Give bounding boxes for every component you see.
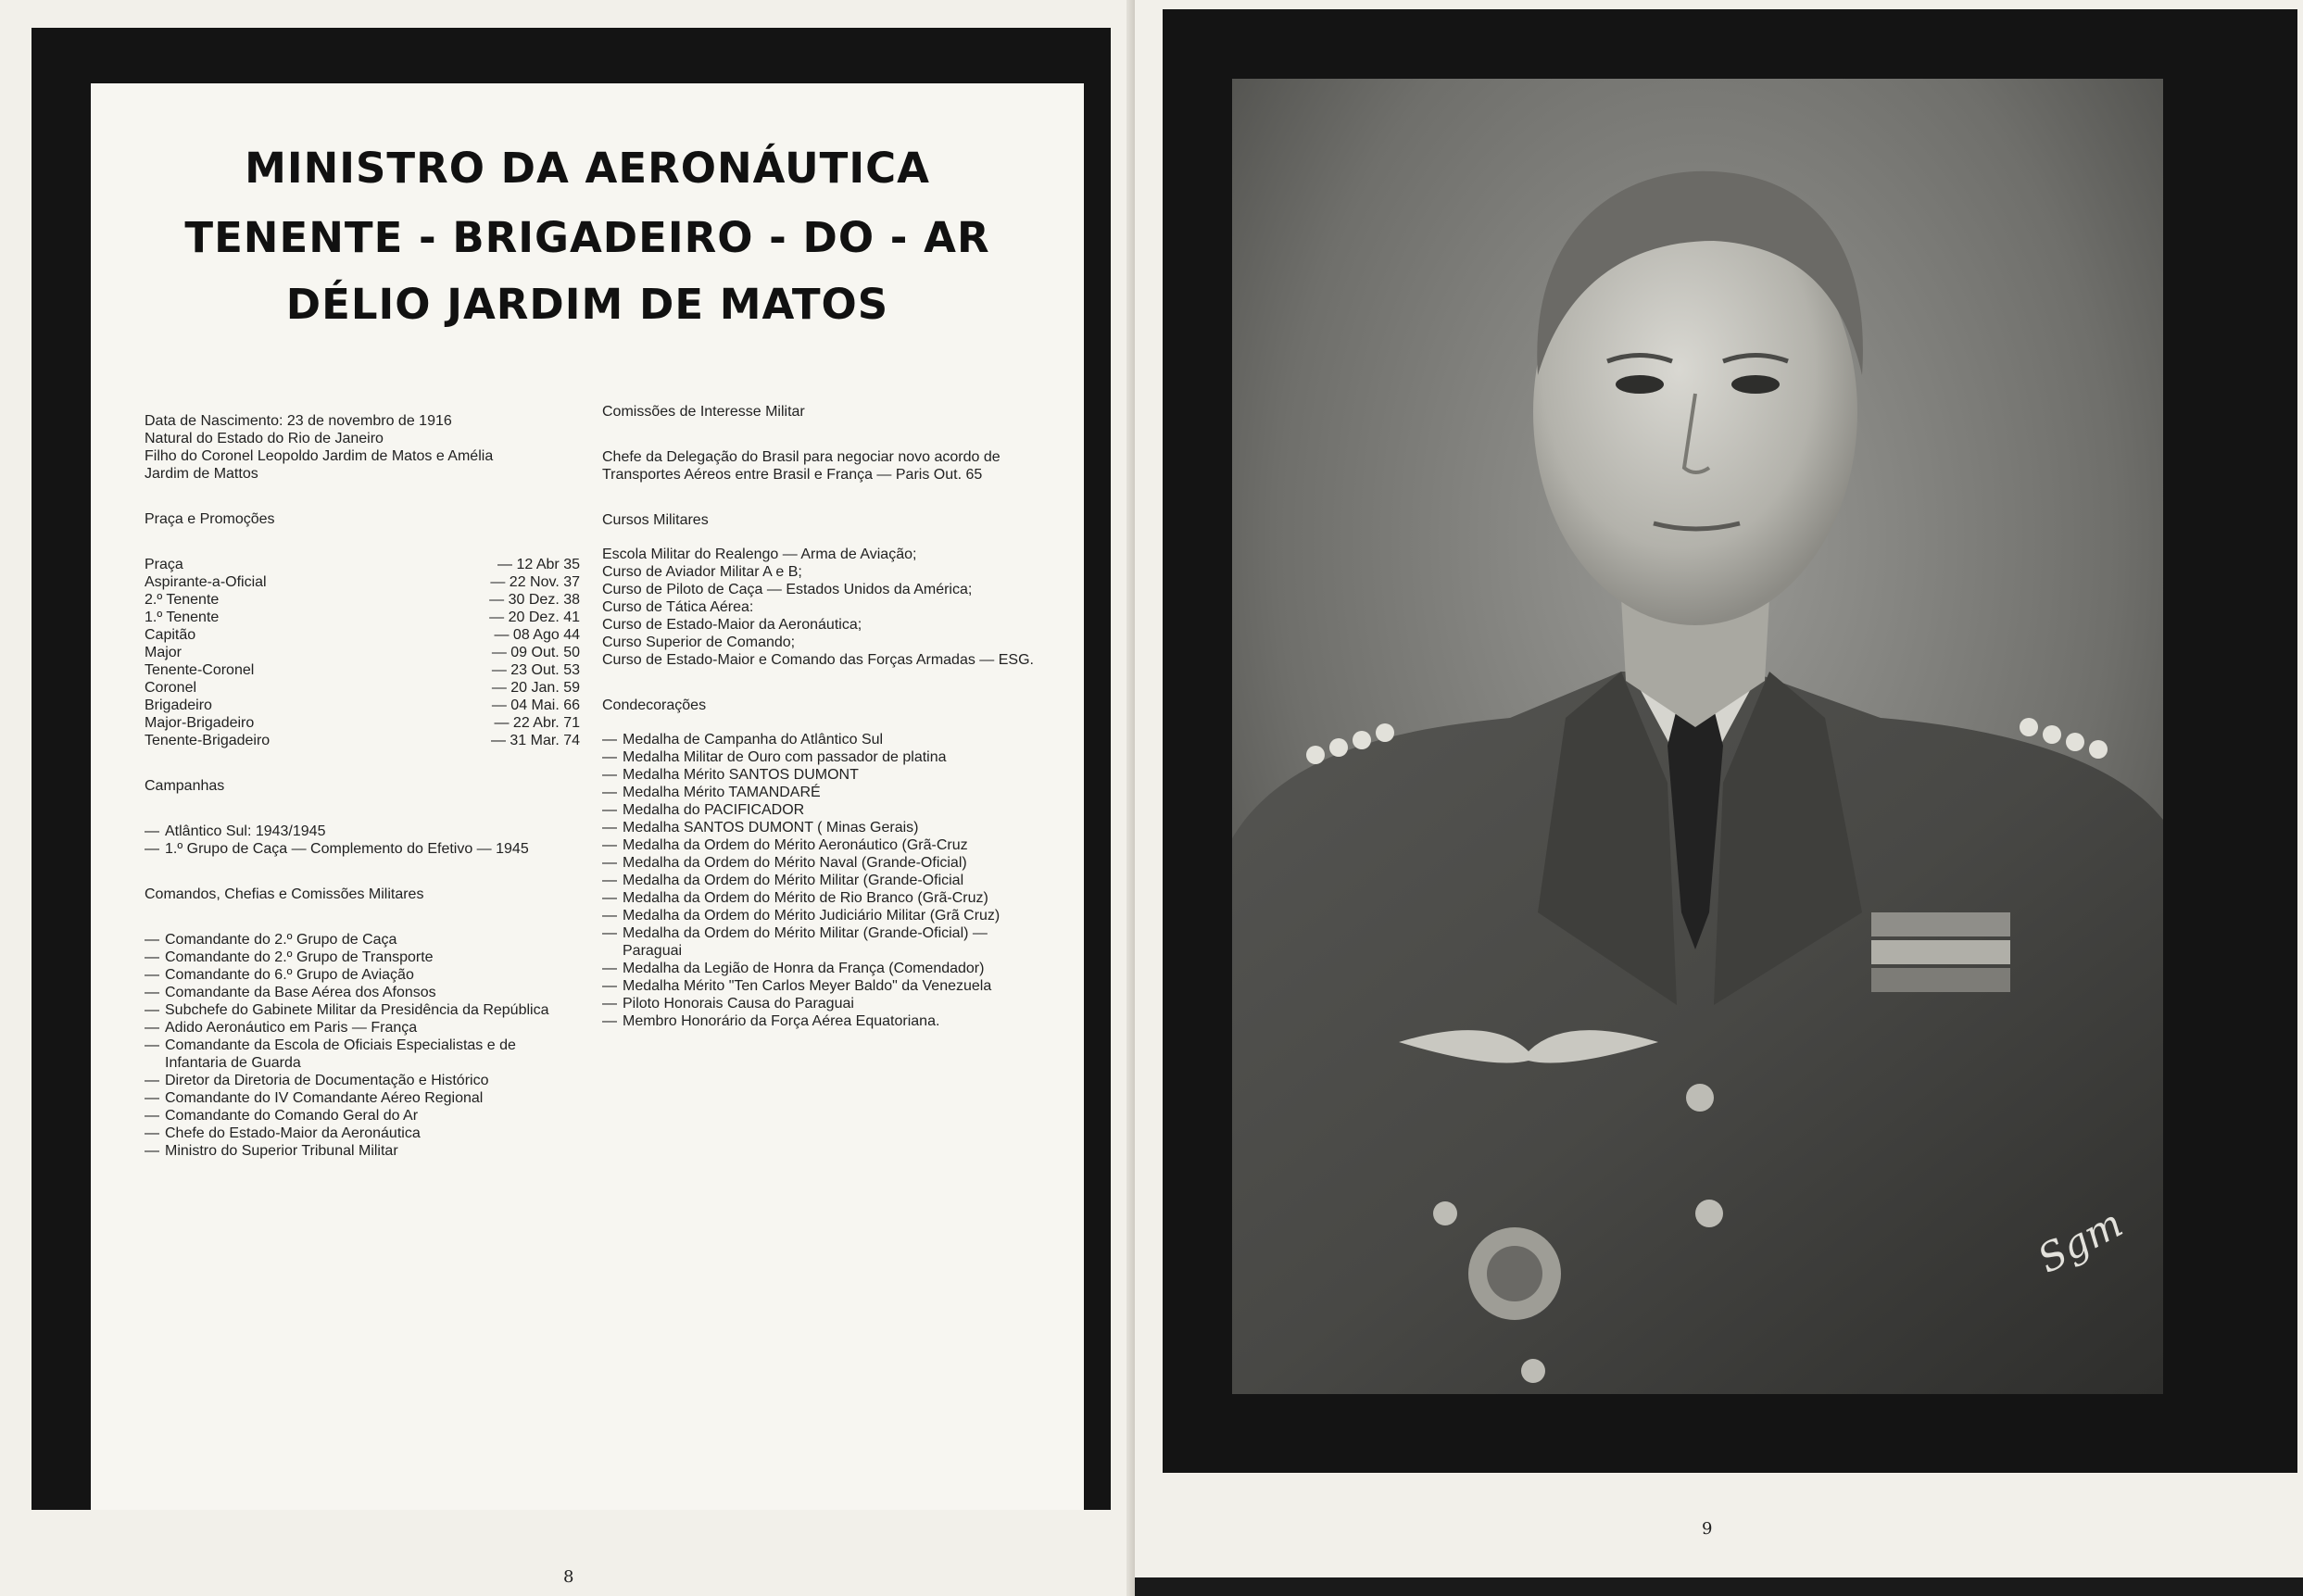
commissions-title: Comissões de Interesse Militar (602, 404, 805, 420)
bio-line: Data de Nascimento: 23 de novembro de 1916 (145, 413, 452, 429)
promotions-list (145, 556, 580, 749)
decoration-item: — Medalha Mérito TAMANDARÉ (602, 784, 1047, 801)
promotions-title: Praça e Promoções (145, 511, 275, 527)
command-item: — Adido Aeronáutico em Paris — França (145, 1019, 580, 1037)
course-item: Curso de Estado-Maior da Aeronáutica; (602, 617, 862, 633)
promotion-rank: 2.º Tenente (145, 592, 220, 608)
decoration-item: — Medalha da Ordem do Mérito Judiciário Militar (Grã Cruz) (602, 907, 1047, 924)
courses-list (602, 546, 1047, 669)
portrait-illustration (1232, 79, 2163, 1394)
courses-title: Cursos Militares (602, 512, 709, 528)
promotion-row (145, 609, 580, 626)
right-page (1135, 0, 2303, 1596)
decoration-item: — Medalha do PACIFICADOR (602, 801, 1047, 819)
campaigns-list (145, 823, 580, 858)
right-column (602, 403, 1047, 1030)
course-item: Curso de Tática Aérea: (602, 599, 754, 615)
promotion-date: — 08 Ago 44 (494, 627, 580, 643)
heading-name: DÉLIO JARDIM DE MATOS (285, 280, 889, 329)
black-border-frame (31, 28, 1111, 1510)
promotion-date: — 23 Out. 53 (491, 662, 580, 678)
promotion-date: — 20 Dez. 41 (489, 609, 580, 625)
promotion-date: — 20 Jan. 59 (491, 680, 580, 696)
decoration-item: — Membro Honorário da Força Aérea Equatoriana. (602, 1012, 1047, 1030)
promotion-row (145, 556, 580, 573)
page-number-left: 8 (563, 1567, 574, 1587)
command-item: — Comandante do 2.º Grupo de Caça (145, 931, 580, 949)
heading-title: MINISTRO DA AERONÁUTICA (245, 144, 930, 193)
decorations-list (602, 731, 1047, 1030)
promotion-rank: Tenente-Coronel (145, 662, 255, 678)
course-item: Curso de Piloto de Caça — Estados Unidos da América; (602, 582, 973, 597)
campaign-item: — Atlântico Sul: 1943/1945 (145, 823, 580, 840)
command-item: — Comandante do 2.º Grupo de Transporte (145, 949, 580, 966)
commands-title: Comandos, Chefias e Comissões Militares (145, 886, 424, 902)
decoration-item: — Medalha Militar de Ouro com passador de platina (602, 748, 1047, 766)
promotion-rank: Major (145, 645, 182, 660)
command-item: — Subchefe do Gabinete Militar da Presidência da República (145, 1001, 580, 1019)
course-item: Curso Superior de Comando; (602, 635, 796, 650)
promotion-rank: Coronel (145, 680, 197, 696)
course-item: Curso de Aviador Militar A e B; (602, 564, 802, 580)
bio-line: Natural do Estado do Rio de Janeiro (145, 431, 384, 446)
command-item: — Ministro do Superior Tribunal Militar (145, 1142, 580, 1160)
promotion-row (145, 644, 580, 661)
command-item: — Comandante da Escola de Oficiais Especialistas e de Infantaria de Guarda (145, 1037, 580, 1072)
commands-list (145, 931, 580, 1160)
bio-line: Filho do Coronel Leopoldo Jardim de Matos e Amélia (145, 448, 494, 464)
portrait-photo (1232, 79, 2163, 1394)
promotion-row (145, 591, 580, 609)
campaigns-title: Campanhas (145, 778, 225, 794)
promotion-date: — 09 Out. 50 (491, 645, 580, 660)
promotion-rank: 1.º Tenente (145, 609, 220, 625)
promotion-date: — 30 Dez. 38 (489, 592, 580, 608)
command-item: — Diretor da Diretoria de Documentação e Histórico (145, 1072, 580, 1089)
promotion-rank: Major-Brigadeiro (145, 715, 255, 731)
decoration-item: — Medalha Mérito "Ten Carlos Meyer Baldo" da Venezuela (602, 977, 1047, 995)
decoration-item: — Medalha da Ordem do Mérito Militar (Grande-Oficial (602, 872, 1047, 889)
bottom-dark-strip (1135, 1577, 2303, 1596)
decoration-item: — Medalha Mérito SANTOS DUMONT (602, 766, 1047, 784)
command-item: — Comandante do IV Comandante Aéreo Regional (145, 1089, 580, 1107)
decoration-item: — Medalha da Ordem do Mérito Militar (Grande-Oficial) — Paraguai (602, 924, 1047, 960)
promotion-rank: Capitão (145, 627, 196, 643)
heading-rank: TENENTE - BRIGADEIRO - DO - AR (184, 213, 990, 262)
promotion-date: — 22 Abr. 71 (494, 715, 580, 731)
campaign-item: — 1.º Grupo de Caça — Complemento do Efetivo — 1945 (145, 840, 580, 858)
promotion-row (145, 626, 580, 644)
promotion-row (145, 573, 580, 591)
command-item: — Comandante do Comando Geral do Ar (145, 1107, 580, 1125)
promotion-row (145, 661, 580, 679)
left-page (0, 0, 1135, 1596)
signature: Sgm (2030, 1200, 2131, 1282)
promotion-rank: Tenente-Brigadeiro (145, 733, 271, 748)
bio-block (145, 412, 580, 483)
page-number-right: 9 (1702, 1519, 1713, 1539)
bio-line: Jardim de Mattos (145, 466, 258, 482)
promotion-date: — 04 Mai. 66 (491, 697, 580, 713)
commissions-text: Chefe da Delegação do Brasil para negociar novo acordo de Transportes Aéreos entre Brasil e França — Paris Out. 65 (602, 449, 1000, 483)
promotion-rank: Aspirante-a-Oficial (145, 574, 267, 590)
decoration-item: — Medalha da Ordem do Mérito Aeronáutico (Grã-Cruz (602, 836, 1047, 854)
course-item: Curso de Estado-Maior e Comando das Forças Armadas — ESG. (602, 652, 1034, 668)
decorations-title: Condecorações (602, 697, 707, 713)
left-column (145, 412, 580, 1160)
course-item: Escola Militar do Realengo — Arma de Aviação; (602, 547, 917, 562)
promotion-row (145, 679, 580, 697)
decoration-item: — Medalha da Ordem do Mérito Naval (Grande-Oficial) (602, 854, 1047, 872)
promotion-row (145, 732, 580, 749)
command-item: — Chefe do Estado-Maior da Aeronáutica (145, 1125, 580, 1142)
command-item: — Comandante do 6.º Grupo de Aviação (145, 966, 580, 984)
decoration-item: — Medalha da Ordem do Mérito de Rio Branco (Grã-Cruz) (602, 889, 1047, 907)
promotion-rank: Brigadeiro (145, 697, 212, 713)
promotion-row (145, 697, 580, 714)
promotion-row (145, 714, 580, 732)
decoration-item: — Piloto Honorais Causa do Paraguai (602, 995, 1047, 1012)
black-border-frame (1163, 9, 2297, 1473)
command-item: — Comandante da Base Aérea dos Afonsos (145, 984, 580, 1001)
promotion-rank: Praça (145, 557, 183, 572)
decoration-item: — Medalha da Legião de Honra da França (Comendador) (602, 960, 1047, 977)
promotion-date: — 22 Nov. 37 (490, 574, 580, 590)
decoration-item: — Medalha SANTOS DUMONT ( Minas Gerais) (602, 819, 1047, 836)
promotion-date: — 31 Mar. 74 (490, 733, 580, 748)
text-panel (91, 83, 1084, 1510)
promotion-date: — 12 Abr 35 (497, 557, 580, 572)
decoration-item: — Medalha de Campanha do Atlântico Sul (602, 731, 1047, 748)
